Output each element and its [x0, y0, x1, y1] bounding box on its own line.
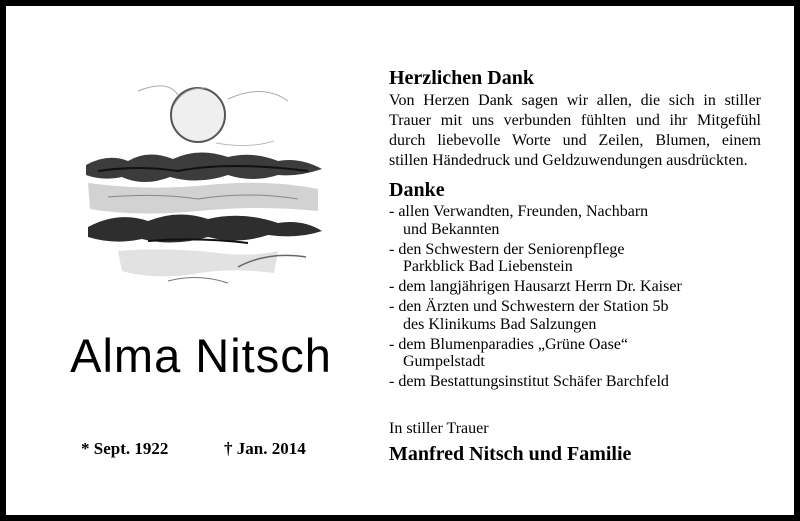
- thanks-paragraph: [389, 91, 761, 171]
- thanks-line: stillen Händedruck und Geldzuwendungen ausdrückten.: [389, 152, 748, 169]
- list-item: - den Schwestern der Seniorenpflege Parkblick Bad Liebenstein: [389, 240, 625, 275]
- thanks-line: durch liebevolle Worte und Zeilen, Blumen, einem: [389, 132, 761, 149]
- list-item: - den Ärzten und Schwestern der Station 5b des Klinikums Bad Salzungen: [389, 298, 669, 333]
- death-date: † Jan. 2014: [224, 439, 306, 458]
- list-item: - dem Bestattungsinstitut Schäfer Barchfeld: [389, 373, 669, 390]
- danke-heading: Danke: [389, 179, 445, 201]
- birth-date: * Sept. 1922: [81, 439, 169, 458]
- list-item: - allen Verwandten, Freunden, Nachbarn und Bekannten: [389, 203, 649, 238]
- thanks-line: Von Herzen Dank sagen wir allen, die sich in stiller: [389, 92, 761, 109]
- moon-over-landscape-icon: [78, 61, 326, 293]
- thanks-line: Trauer mit uns verbunden fühlten und ihr Mitgefühl: [389, 112, 761, 129]
- mourning-intro: In stiller Trauer: [389, 420, 489, 437]
- danke-list: [389, 203, 761, 391]
- list-item: - dem Blumenparadies „Grüne Oase“ Gumpelstadt: [389, 335, 629, 370]
- deceased-name: Alma Nitsch: [70, 329, 332, 382]
- family-signature: Manfred Nitsch und Familie: [389, 443, 632, 465]
- list-item: - dem langjährigen Hausarzt Herrn Dr. Kaiser: [389, 278, 682, 295]
- thanks-heading: Herzlichen Dank: [389, 67, 534, 89]
- thanks-column: [389, 66, 761, 393]
